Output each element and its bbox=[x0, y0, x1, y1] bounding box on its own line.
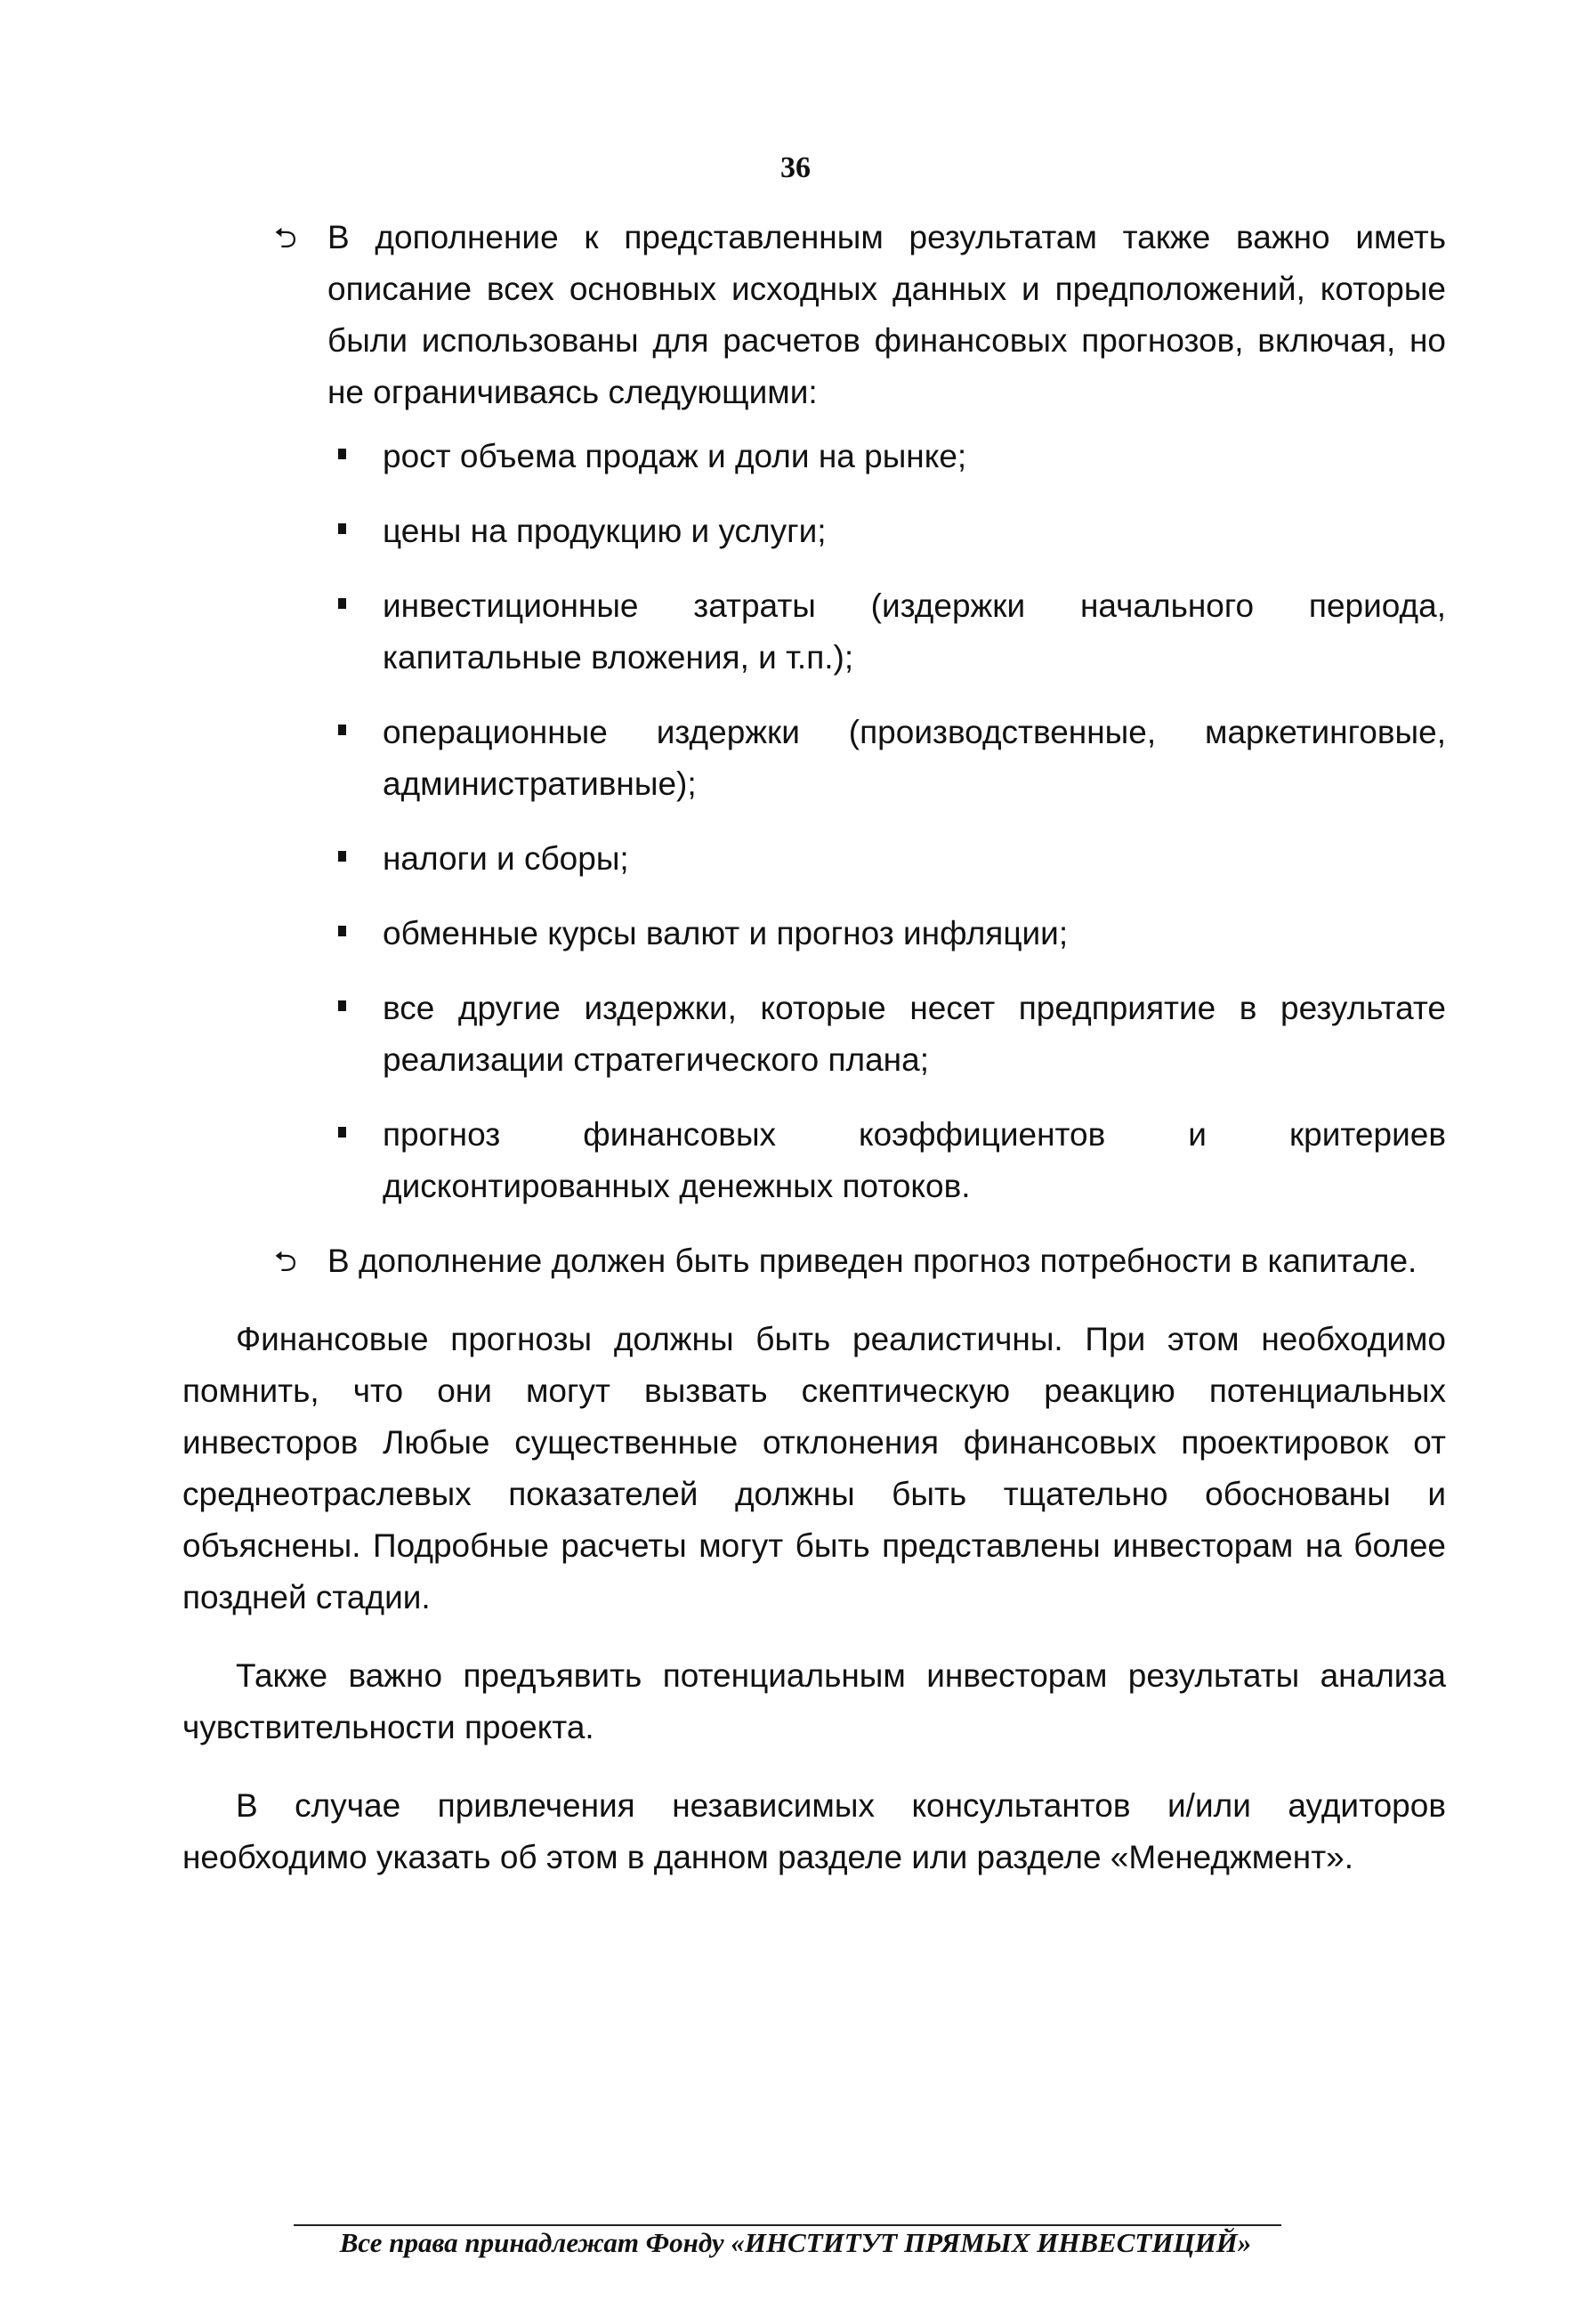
list-item bbox=[383, 580, 1446, 684]
list-item bbox=[383, 431, 1446, 482]
bullet-icon bbox=[338, 1127, 346, 1138]
list-item-text: инвестиционные затраты (издержки начального периода, капитальные вложения, и т.п.); bbox=[383, 587, 1446, 676]
list-item-text: цены на продукцию и услуги; bbox=[383, 513, 827, 549]
list-item bbox=[383, 908, 1446, 960]
bullet-list bbox=[383, 431, 1446, 1212]
list-item bbox=[383, 983, 1446, 1086]
list-item-text: налоги и сборы; bbox=[383, 840, 629, 877]
footer-copyright: Все права принадлежат Фонду «ИНСТИТУТ ПРЯМЫХ ИНВЕСТИЦИЙ» bbox=[339, 2227, 1252, 2258]
paragraph: Финансовые прогнозы должны быть реалистичны. При этом необходимо помнить, что они могут вызвать скептическую реакцию потенциальных инвесторов Любые существенные отклонения финансовых проектировок от среднеотраслевых показателей должны быть тщательно обоснованы и объяснены. Подробные расчеты могут быть представлены инвесторам на более поздней стадии. bbox=[182, 1321, 1446, 1615]
intro-item bbox=[274, 212, 1446, 418]
page-content bbox=[182, 212, 1446, 1883]
list-item bbox=[383, 506, 1446, 557]
list-item bbox=[383, 707, 1446, 810]
return-arrow-icon: ⮌ bbox=[274, 1244, 297, 1278]
list-item-text: все другие издержки, которые несет предприятие в результате реализации стратегического плана; bbox=[383, 990, 1446, 1078]
bullet-icon bbox=[338, 1000, 346, 1011]
paragraph: Также важно предъявить потенциальным инвесторам результаты анализа чувствительности проекта. bbox=[182, 1657, 1446, 1745]
bullet-icon bbox=[338, 725, 346, 735]
paragraph-block bbox=[182, 1650, 1446, 1753]
paragraph-block bbox=[182, 1314, 1446, 1624]
list-item bbox=[383, 1109, 1446, 1212]
list-item-text: рост объема продаж и доли на рынке; bbox=[383, 438, 967, 474]
capital-need-text: В дополнение должен быть приведен прогноз потребности в капитале. bbox=[327, 1243, 1417, 1279]
footer-divider bbox=[294, 2224, 1281, 2226]
capital-need-item bbox=[274, 1235, 1446, 1287]
list-item bbox=[383, 833, 1446, 885]
list-item-text: операционные издержки (производственные, маркетинговые, административные); bbox=[383, 714, 1446, 802]
bullet-icon bbox=[338, 926, 346, 936]
page-number: 36 bbox=[780, 151, 811, 184]
bullet-icon bbox=[338, 449, 346, 459]
list-item-text: обменные курсы валют и прогноз инфляции; bbox=[383, 915, 1069, 951]
bullet-icon bbox=[338, 523, 346, 534]
intro-text: В дополнение к представленным результатам также важно иметь описание всех основных исходных данных и предположений, которые были использованы для расчетов финансовых прогнозов, включая, но не ограничиваясь следующими: bbox=[327, 219, 1446, 410]
return-arrow-icon: ⮌ bbox=[274, 221, 297, 255]
list-item-text: прогноз финансовых коэффициентов и критериев дисконтированных денежных потоков. bbox=[383, 1116, 1446, 1204]
bullet-icon bbox=[338, 598, 346, 609]
paragraph-block bbox=[182, 1780, 1446, 1883]
bullet-icon bbox=[338, 851, 346, 862]
paragraph: В случае привлечения независимых консультантов и/или аудиторов необходимо указать об этом в данном разделе или разделе «Менеджмент». bbox=[182, 1787, 1446, 1875]
